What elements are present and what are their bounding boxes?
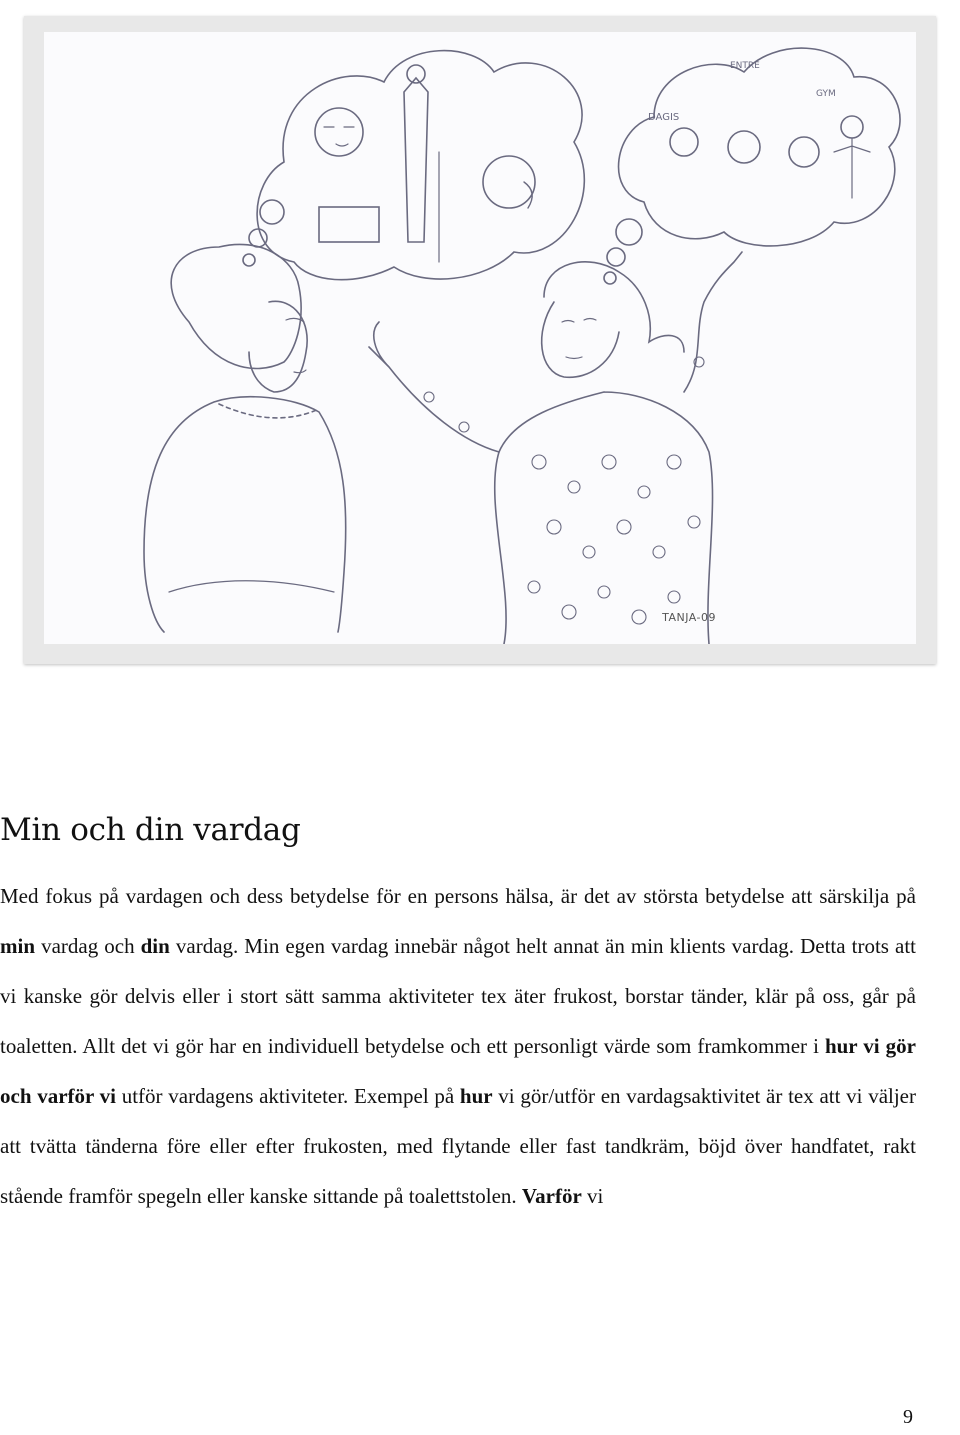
section-heading: Min och din vardag — [0, 812, 301, 848]
younger-woman-body — [495, 392, 713, 644]
older-woman-face — [249, 301, 307, 392]
text-segment: vi gör/utför en vardagsaktivitet är tex att vi väljer att tvätta tänderna före eller efter frukosten, med flytande eller fast tandkräm, böjd över handfatet, rakt stående framför spegeln eller kanske sittande på toalettstolen. — [0, 1084, 916, 1208]
label-gym: GYM — [816, 89, 836, 99]
bubble-dot — [604, 272, 616, 284]
bubble-dot — [249, 229, 267, 247]
illustration-frame — [24, 16, 936, 664]
label-entre: ENTRE — [730, 61, 760, 71]
bubble-face-phone — [483, 156, 535, 208]
emphasis-hur: hur — [459, 1084, 493, 1108]
bubble-dot — [607, 248, 625, 266]
emphasis-varfor: Varför — [521, 1184, 582, 1208]
dress-pattern — [424, 357, 704, 624]
younger-woman-left-arm — [369, 322, 499, 452]
text-segment: vardag och — [35, 934, 141, 958]
younger-woman-hair — [544, 262, 684, 352]
label-dagis: DAGIS — [648, 112, 680, 123]
younger-woman-right-arm — [684, 252, 742, 392]
text-segment: vi — [581, 1184, 604, 1208]
bubble-dot — [616, 219, 642, 245]
newspaper-sketch — [319, 207, 379, 242]
page-number: 9 — [903, 1406, 913, 1428]
older-woman-hair — [171, 244, 301, 368]
text-segment: Med fokus på vardagen och dess betydelse för en persons hälsa, är det av största betydelse att särskilja på — [0, 884, 916, 908]
bubble-dot — [243, 254, 255, 266]
text-segment: vardag. Min egen vardag innebär något helt annat än min klients vardag. Detta trots att vi kanske gör delvis eller i stort sätt samma aktiviteter tex äter frukost, borstar tänder, klär på oss, går på toaletten. Allt det vi gör har en individuell betydelse och ett personligt värde som framkommer i — [0, 934, 916, 1058]
artist-signature: TANJA-09 — [662, 611, 716, 624]
older-woman-body — [144, 397, 346, 632]
illustration — [44, 32, 916, 644]
emphasis-din: din — [140, 934, 170, 958]
bubble-figure-cane — [404, 78, 428, 242]
sketch-illustration — [44, 32, 916, 644]
bubble-face-old-woman — [315, 108, 363, 156]
emphasis-hur-vi-gor: hur vi gör och varför vi — [0, 1034, 916, 1108]
thought-bubble-left — [257, 51, 584, 280]
emphasis-min: min — [0, 934, 36, 958]
body-paragraph — [0, 871, 916, 1221]
bubble-dot — [260, 200, 284, 224]
text-segment: utför vardagens aktiviteter. Exempel på — [116, 1084, 460, 1108]
younger-woman-face — [542, 302, 619, 377]
